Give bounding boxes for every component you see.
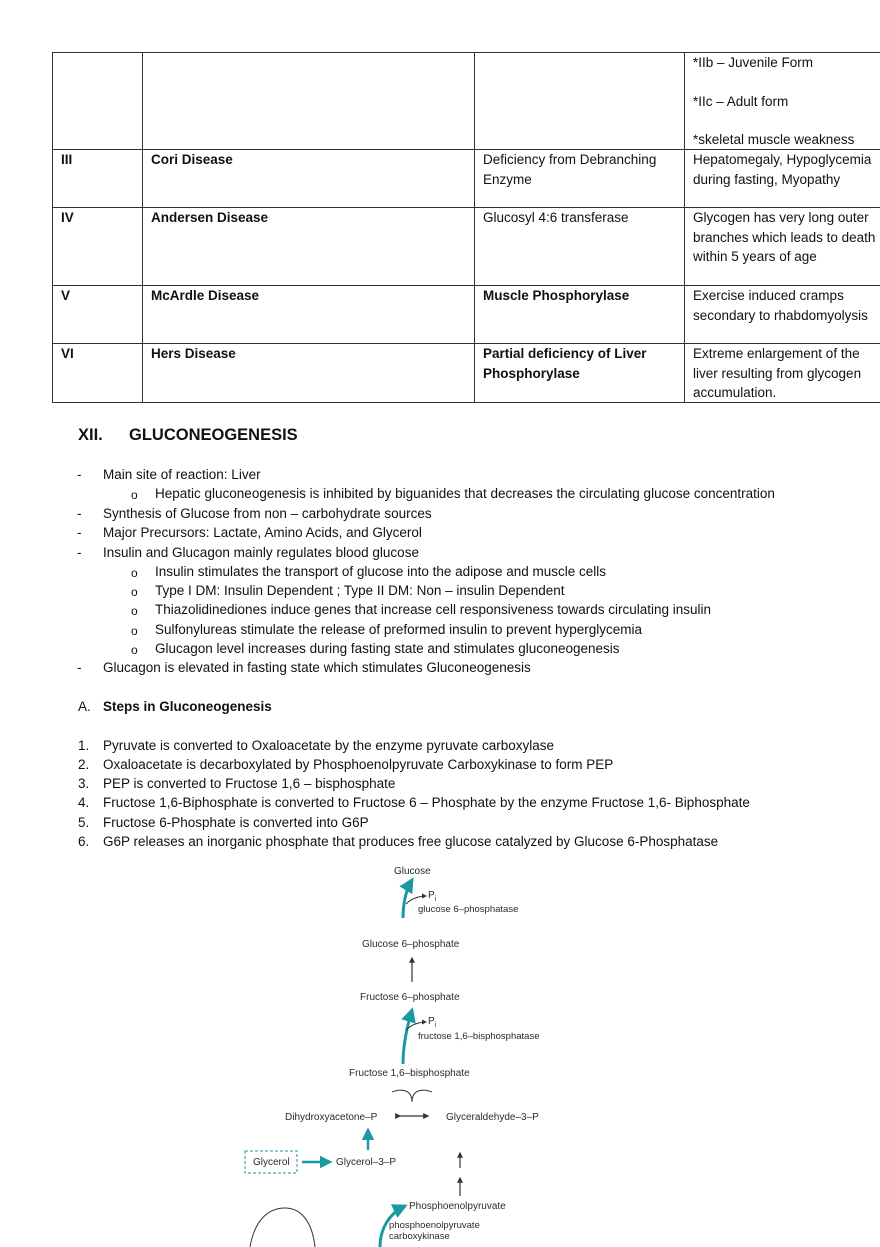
step-number: 4. xyxy=(78,795,90,810)
bullet-dash: - xyxy=(77,525,82,540)
note-line: *IIc – Adult form xyxy=(693,93,789,109)
bullet-text: Insulin and Glucagon mainly regulates blood glucose xyxy=(103,545,419,560)
glycerol-3-p-label: Glycerol–3–P xyxy=(336,1157,397,1168)
pepck-label-line1: phosphoenolpyruvate xyxy=(389,1220,480,1231)
table-row xyxy=(53,53,880,150)
glucose-label: Glucose xyxy=(394,866,431,877)
mitochondrion-outline xyxy=(250,1208,315,1247)
connector xyxy=(392,1090,412,1102)
bullet-dash: - xyxy=(77,467,82,482)
phosphoenolpyruvate-label: Phosphoenolpyruvate xyxy=(409,1201,506,1212)
enzyme-cell: Muscle Phosphorylase xyxy=(475,286,685,344)
steps-letter: A. xyxy=(78,699,91,714)
bullet-dash: - xyxy=(77,660,82,675)
pepck-label-line2: carboxykinase xyxy=(389,1231,450,1242)
sub-bullet-marker: o xyxy=(131,643,138,657)
notes-cell: Glycogen has very long outer branches which leads to death within 5 years of age xyxy=(685,208,880,286)
note-line: *IIb – Juvenile Form xyxy=(693,55,814,70)
enzyme-cell: Deficiency from Debranching Enzyme xyxy=(475,150,685,208)
type-cell: IV xyxy=(53,208,143,286)
fructose-6-phosphate-label: Fructose 6–phosphate xyxy=(360,992,460,1003)
sub-bullet-marker: o xyxy=(131,566,138,580)
step-number: 6. xyxy=(78,834,90,849)
gluconeogenesis-pathway-diagram xyxy=(200,858,620,1247)
connector xyxy=(412,1090,432,1102)
notes-cell: Extreme enlargement of the liver resulting from glycogen accumulation. xyxy=(685,344,880,403)
step-text: PEP is converted to Fructose 1,6 – bisphosphate xyxy=(103,776,396,791)
type-cell: III xyxy=(53,150,143,208)
glucose-6-phosphatase-label: glucose 6–phosphatase xyxy=(418,904,519,915)
teal-arrow xyxy=(403,880,412,918)
step-text: Pyruvate is converted to Oxaloacetate by the enzyme pyruvate carboxylase xyxy=(103,738,554,753)
section-heading xyxy=(78,426,298,445)
enzyme-cell xyxy=(475,53,685,150)
step-text: Fructose 6-Phosphate is converted into G6P xyxy=(103,815,369,830)
sub-bullet-text: Insulin stimulates the transport of glucose into the adipose and muscle cells xyxy=(155,564,606,579)
notes-cell: Exercise induced cramps secondary to rhabdomyolysis xyxy=(685,286,880,344)
sub-bullet-marker: o xyxy=(131,488,138,502)
disease-name-cell: Hers Disease xyxy=(143,344,475,403)
teal-arrow xyxy=(403,1010,412,1064)
section-title: GLUCONEOGENESIS xyxy=(129,426,298,444)
glycerol-label: Glycerol xyxy=(253,1157,290,1168)
bullet-dash: - xyxy=(77,506,82,521)
sub-bullet-text: Hepatic gluconeogenesis is inhibited by biguanides that decreases the circulating glucose concentration xyxy=(155,486,775,501)
enzyme-cell: Glucosyl 4:6 transferase xyxy=(475,208,685,286)
bullet-text: Synthesis of Glucose from non – carbohydrate sources xyxy=(103,506,432,521)
table-row xyxy=(53,344,880,403)
type-cell xyxy=(53,53,143,150)
disease-name-cell: McArdle Disease xyxy=(143,286,475,344)
enzyme-cell: Partial deficiency of Liver Phosphorylase xyxy=(475,344,685,403)
sub-bullet-text: Type I DM: Insulin Dependent ; Type II DM: Non – insulin Dependent xyxy=(155,583,565,598)
step-number: 2. xyxy=(78,757,90,772)
type-cell: V xyxy=(53,286,143,344)
table-row xyxy=(53,150,880,208)
sub-bullet-marker: o xyxy=(131,624,138,638)
step-number: 3. xyxy=(78,776,90,791)
notes-cell: Hepatomegaly, Hypoglycemia during fasting, Myopathy xyxy=(685,150,880,208)
sub-bullet-marker: o xyxy=(131,604,138,618)
step-number: 5. xyxy=(78,815,90,830)
bullet-text: Major Precursors: Lactate, Amino Acids, and Glycerol xyxy=(103,525,422,540)
type-cell: VI xyxy=(53,344,143,403)
pi-release-arrow xyxy=(406,896,426,904)
glyceraldehyde-3-p-label: Glyceraldehyde–3–P xyxy=(446,1112,539,1123)
fructose-1-6-bisphosphate-label: Fructose 1,6–bisphosphate xyxy=(349,1068,470,1079)
bullet-text: Glucagon is elevated in fasting state which stimulates Gluconeogenesis xyxy=(103,660,531,675)
sub-bullet-text: Sulfonylureas stimulate the release of preformed insulin to prevent hyperglycemia xyxy=(155,622,643,637)
bullet-text: Main site of reaction: Liver xyxy=(103,467,261,482)
step-number: 1. xyxy=(78,738,90,753)
dihydroxyacetone-p-label: Dihydroxyacetone–P xyxy=(285,1112,378,1123)
notes-cell xyxy=(685,53,880,150)
sub-bullet-text: Glucagon level increases during fasting state and stimulates gluconeogenesis xyxy=(155,641,620,656)
table-row xyxy=(53,286,880,344)
sub-bullet-text: Thiazolidinediones induce genes that increase cell responsiveness towards circulating insulin xyxy=(155,602,712,617)
pi-label: $P_i$ xyxy=(428,1016,437,1029)
step-text: Fructose 1,6-Biphosphate is converted to Fructose 6 – Phosphate by the enzyme Fructose 1,6- Biphosphate xyxy=(103,795,750,810)
pi-label: $P_i$ xyxy=(428,890,437,903)
step-text: G6P releases an inorganic phosphate that produces free glucose catalyzed by Glucose 6-Phosphatase xyxy=(103,834,719,849)
glucose-6-phosphate-label: Glucose 6–phosphate xyxy=(362,939,460,950)
glycogen-storage-disease-table xyxy=(52,52,880,403)
section-number: XII. xyxy=(78,426,103,444)
sub-bullet-marker: o xyxy=(131,585,138,599)
disease-name-cell: Andersen Disease xyxy=(143,208,475,286)
steps-heading: Steps in Gluconeogenesis xyxy=(103,699,272,714)
fructose-1-6-bisphosphatase-label: fructose 1,6–bisphosphatase xyxy=(418,1031,540,1042)
note-line: *skeletal muscle weakness xyxy=(693,132,855,148)
bullet-dash: - xyxy=(77,545,82,560)
disease-name-cell: Cori Disease xyxy=(143,150,475,208)
step-text: Oxaloacetate is decarboxylated by Phosphoenolpyruvate Carboxykinase to form PEP xyxy=(103,757,614,772)
disease-name-cell xyxy=(143,53,475,150)
table-row xyxy=(53,208,880,286)
